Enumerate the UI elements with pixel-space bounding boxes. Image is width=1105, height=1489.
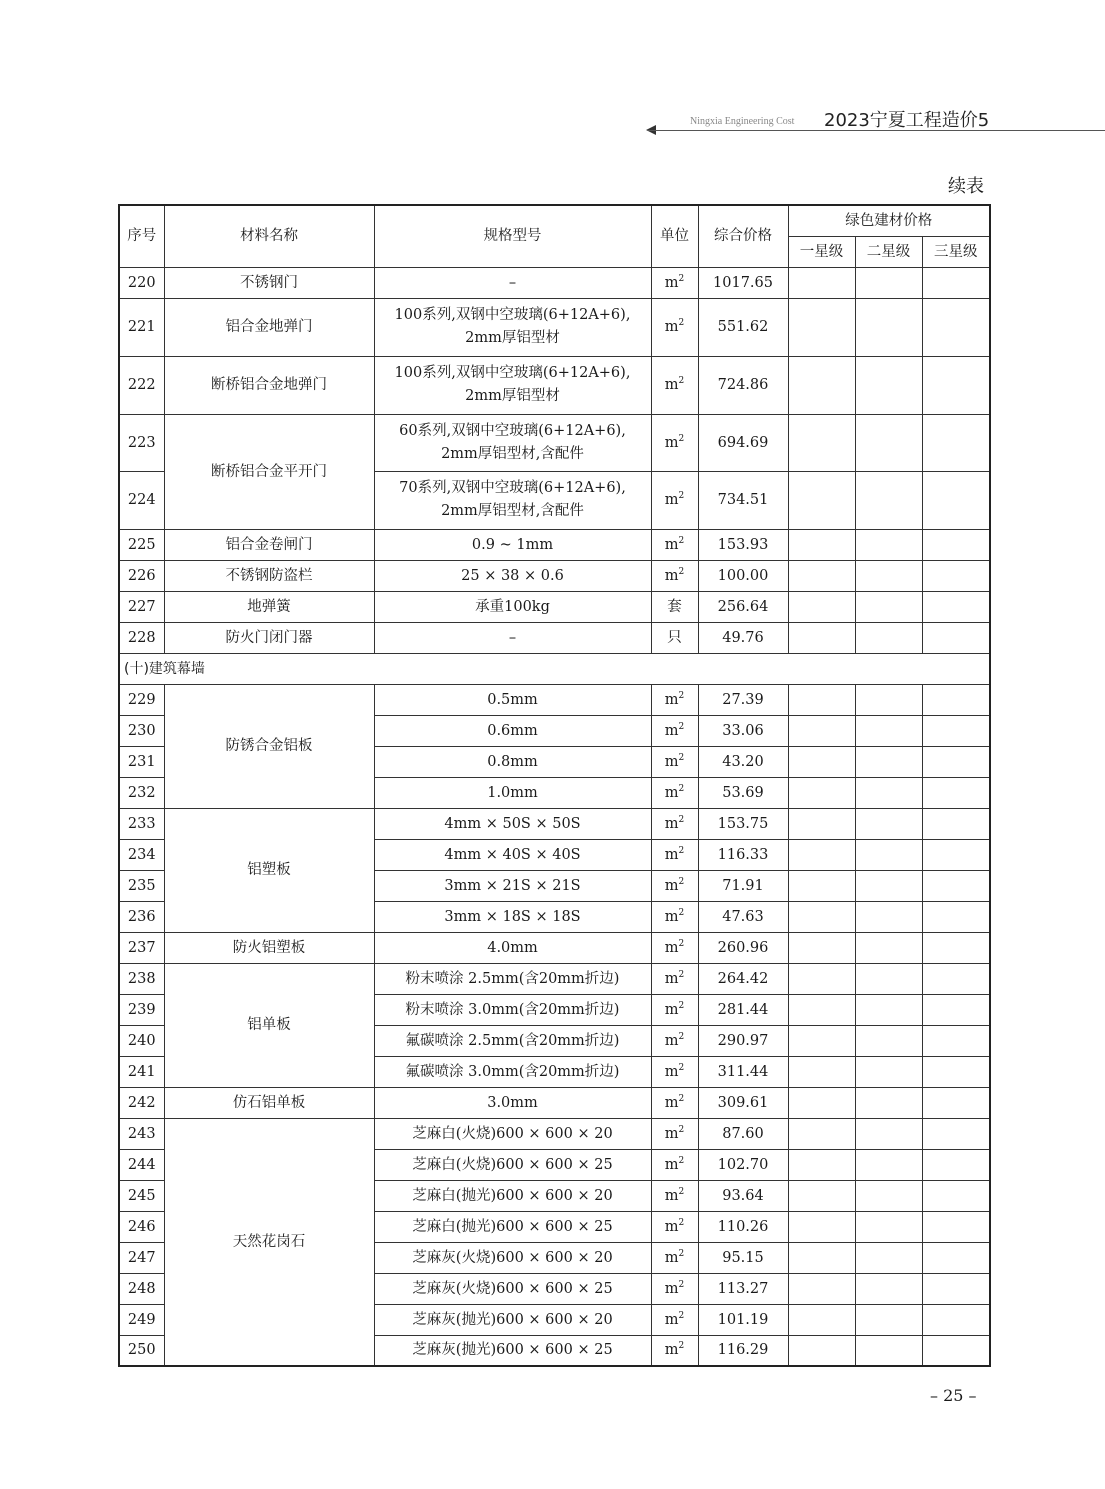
col-star3: 三星级	[922, 236, 990, 267]
cell-green	[855, 1242, 922, 1273]
cell-seq: 239	[119, 994, 164, 1025]
cell-spec: 25 × 38 × 0.6	[374, 560, 651, 591]
cell-green	[855, 1149, 922, 1180]
cell-name: 铝合金地弹门	[164, 298, 374, 356]
running-header	[640, 104, 1105, 136]
cell-green	[788, 963, 855, 994]
cell-unit: $m^2$	[651, 1149, 698, 1180]
continue-label: 续表	[948, 176, 984, 197]
cell-green	[855, 1335, 922, 1366]
header-chinese: 2023宁夏工程造价5	[824, 110, 990, 131]
cell-green	[788, 1304, 855, 1335]
cell-green	[788, 870, 855, 901]
cell-price: 53.69	[698, 777, 788, 808]
cell-price: 33.06	[698, 715, 788, 746]
cell-green	[855, 932, 922, 963]
cell-green	[922, 1087, 990, 1118]
cell-spec: 承重100kg	[374, 591, 651, 622]
cell-green	[788, 1118, 855, 1149]
cell-green	[788, 1025, 855, 1056]
cell-unit: $m^2$	[651, 1087, 698, 1118]
cell-unit: $m^2$	[651, 1273, 698, 1304]
cell-price: 49.76	[698, 622, 788, 653]
cell-price: 100.00	[698, 560, 788, 591]
cell-unit: $m^2$	[651, 1335, 698, 1366]
cell-seq: 236	[119, 901, 164, 932]
cell-unit: $m^2$	[651, 901, 698, 932]
cell-seq: 238	[119, 963, 164, 994]
cell-green	[855, 684, 922, 715]
cell-green	[922, 1211, 990, 1242]
cell-seq: 224	[119, 471, 164, 529]
cell-seq: 229	[119, 684, 164, 715]
cell-seq: 250	[119, 1335, 164, 1366]
cell-seq: 240	[119, 1025, 164, 1056]
cell-seq: 241	[119, 1056, 164, 1087]
cell-seq: 223	[119, 414, 164, 471]
cell-price: 281.44	[698, 994, 788, 1025]
cell-price: 309.61	[698, 1087, 788, 1118]
cell-name: 铝单板	[164, 963, 374, 1087]
cell-price: 27.39	[698, 684, 788, 715]
cell-unit: $m^2$	[651, 356, 698, 414]
cell-unit: $m^2$	[651, 1056, 698, 1087]
cell-price: 260.96	[698, 932, 788, 963]
cell-green	[788, 1087, 855, 1118]
cell-unit: $m^2$	[651, 1304, 698, 1335]
table-row	[119, 560, 990, 591]
cell-price: 694.69	[698, 414, 788, 471]
cell-green	[788, 746, 855, 777]
cell-unit: $m^2$	[651, 414, 698, 471]
table-row	[119, 684, 990, 715]
col-green: 绿色建材价格	[788, 205, 990, 236]
cell-green	[922, 715, 990, 746]
cell-green	[922, 1335, 990, 1366]
cell-unit: $m^2$	[651, 746, 698, 777]
cell-unit: $m^2$	[651, 684, 698, 715]
table-row	[119, 1087, 990, 1118]
col-seq: 序号	[119, 205, 164, 267]
cell-unit: $m^2$	[651, 298, 698, 356]
cell-unit: $m^2$	[651, 994, 698, 1025]
cell-price: 1017.65	[698, 267, 788, 298]
cell-price: 71.91	[698, 870, 788, 901]
col-unit: 单位	[651, 205, 698, 267]
cell-green	[855, 839, 922, 870]
cell-green	[922, 1056, 990, 1087]
cell-spec: 芝麻白(抛光)600 × 600 × 25	[374, 1211, 651, 1242]
cell-seq: 243	[119, 1118, 164, 1149]
cell-seq: 232	[119, 777, 164, 808]
cell-price: 110.26	[698, 1211, 788, 1242]
cell-green	[855, 1087, 922, 1118]
section-label: (十)建筑幕墙	[119, 653, 990, 684]
table-row	[119, 356, 990, 414]
cell-green	[855, 1180, 922, 1211]
cell-green	[922, 808, 990, 839]
cell-name: 仿石铝单板	[164, 1087, 374, 1118]
cell-green	[922, 1118, 990, 1149]
cell-spec: 芝麻白(火烧)600 × 600 × 20	[374, 1118, 651, 1149]
cell-green	[855, 1211, 922, 1242]
cell-spec: 0.9 ~ 1mm	[374, 529, 651, 560]
cell-green	[855, 901, 922, 932]
cell-green	[788, 1211, 855, 1242]
cell-seq: 242	[119, 1087, 164, 1118]
cell-green	[788, 715, 855, 746]
cell-price: 102.70	[698, 1149, 788, 1180]
cell-unit: $m^2$	[651, 715, 698, 746]
cell-name: 断桥铝合金地弹门	[164, 356, 374, 414]
cell-spec: 芝麻灰(火烧)600 × 600 × 25	[374, 1273, 651, 1304]
cell-unit: $m^2$	[651, 777, 698, 808]
cell-name: 防锈合金铝板	[164, 684, 374, 808]
cell-green	[855, 1118, 922, 1149]
cell-unit: $m^2$	[651, 560, 698, 591]
cell-spec: 氟碳喷涂 2.5mm(含20mm折边)	[374, 1025, 651, 1056]
cell-price: 116.29	[698, 1335, 788, 1366]
cell-unit: $m^2$	[651, 1118, 698, 1149]
cell-unit: $m^2$	[651, 471, 698, 529]
cell-spec: 4.0mm	[374, 932, 651, 963]
cell-unit: $m^2$	[651, 870, 698, 901]
cell-price: 153.75	[698, 808, 788, 839]
page-number: – 25 –	[930, 1386, 977, 1405]
cell-spec: –	[374, 267, 651, 298]
cell-unit: $m^2$	[651, 1180, 698, 1211]
cell-seq: 237	[119, 932, 164, 963]
cell-name: 铝塑板	[164, 808, 374, 932]
cell-price: 551.62	[698, 298, 788, 356]
cell-spec: 粉末喷涂 3.0mm(含20mm折边)	[374, 994, 651, 1025]
cell-green	[922, 1242, 990, 1273]
cell-name: 断桥铝合金平开门	[164, 414, 374, 529]
table-row	[119, 591, 990, 622]
cell-green	[855, 963, 922, 994]
cell-unit: $m^2$	[651, 529, 698, 560]
cell-green	[788, 777, 855, 808]
cell-seq: 244	[119, 1149, 164, 1180]
cell-spec: 0.6mm	[374, 715, 651, 746]
cell-unit: $m^2$	[651, 1211, 698, 1242]
cell-unit: $m^2$	[651, 963, 698, 994]
cell-green	[855, 994, 922, 1025]
cell-seq: 228	[119, 622, 164, 653]
cell-green	[788, 1242, 855, 1273]
cell-green	[855, 870, 922, 901]
cell-spec: 100系列,双钢中空玻璃(6+12A+6), 2mm厚铝型材	[374, 356, 651, 414]
cell-price: 93.64	[698, 1180, 788, 1211]
cell-spec: 70系列,双钢中空玻璃(6+12A+6), 2mm厚铝型材,含配件	[374, 471, 651, 529]
cell-seq: 225	[119, 529, 164, 560]
cell-seq: 248	[119, 1273, 164, 1304]
cell-seq: 249	[119, 1304, 164, 1335]
table-row	[119, 963, 990, 994]
cell-price: 47.63	[698, 901, 788, 932]
cell-green	[922, 1273, 990, 1304]
cell-price: 153.93	[698, 529, 788, 560]
cell-green	[922, 746, 990, 777]
cell-spec: 3.0mm	[374, 1087, 651, 1118]
cell-name: 地弹簧	[164, 591, 374, 622]
cell-unit: $m^2$	[651, 932, 698, 963]
cell-spec: 4mm × 40S × 40S	[374, 839, 651, 870]
cell-price: 43.20	[698, 746, 788, 777]
cell-seq: 247	[119, 1242, 164, 1273]
table-row	[119, 808, 990, 839]
cell-seq: 234	[119, 839, 164, 870]
table-row	[119, 622, 990, 653]
cell-name: 天然花岗石	[164, 1118, 374, 1366]
cell-green	[788, 1273, 855, 1304]
cell-green	[788, 1180, 855, 1211]
cell-seq: 245	[119, 1180, 164, 1211]
cell-spec: 芝麻白(火烧)600 × 600 × 25	[374, 1149, 651, 1180]
cell-seq: 221	[119, 298, 164, 356]
col-star1: 一星级	[788, 236, 855, 267]
cell-green	[855, 1025, 922, 1056]
table-row	[119, 932, 990, 963]
cell-green	[922, 1149, 990, 1180]
cell-price: 87.60	[698, 1118, 788, 1149]
cell-price: 256.64	[698, 591, 788, 622]
cell-spec: 芝麻白(抛光)600 × 600 × 20	[374, 1180, 651, 1211]
table-row	[119, 414, 990, 471]
cell-spec: 4mm × 50S × 50S	[374, 808, 651, 839]
cell-unit: $m^2$	[651, 808, 698, 839]
cell-price: 734.51	[698, 471, 788, 529]
cell-name: 不锈钢防盗栏	[164, 560, 374, 591]
cell-seq: 230	[119, 715, 164, 746]
cell-green	[788, 1335, 855, 1366]
col-spec: 规格型号	[374, 205, 651, 267]
cell-name: 铝合金卷闸门	[164, 529, 374, 560]
cell-green	[855, 746, 922, 777]
cell-seq: 226	[119, 560, 164, 591]
cell-name: 防火铝塑板	[164, 932, 374, 963]
table-row	[119, 267, 990, 298]
section-row	[119, 653, 990, 684]
cell-green	[922, 839, 990, 870]
cell-unit: $m^2$	[651, 267, 698, 298]
cell-green	[922, 901, 990, 932]
cell-unit: $m^2$	[651, 1242, 698, 1273]
table-row	[119, 529, 990, 560]
cell-green	[855, 1273, 922, 1304]
cell-price: 95.15	[698, 1242, 788, 1273]
cell-spec: –	[374, 622, 651, 653]
cell-green	[922, 1304, 990, 1335]
cell-unit: 套	[651, 591, 698, 622]
cell-spec: 1.0mm	[374, 777, 651, 808]
cell-green	[855, 715, 922, 746]
cell-price: 101.19	[698, 1304, 788, 1335]
cell-spec: 0.5mm	[374, 684, 651, 715]
cell-price: 264.42	[698, 963, 788, 994]
col-star2: 二星级	[855, 236, 922, 267]
cell-spec: 100系列,双钢中空玻璃(6+12A+6), 2mm厚铝型材	[374, 298, 651, 356]
header-english: Ningxia Engineering Cost	[690, 116, 795, 127]
cell-green	[788, 994, 855, 1025]
price-table	[118, 204, 991, 1367]
cell-spec: 3mm × 18S × 18S	[374, 901, 651, 932]
cell-green	[922, 1180, 990, 1211]
cell-spec: 3mm × 21S × 21S	[374, 870, 651, 901]
cell-green	[922, 1025, 990, 1056]
cell-spec: 粉末喷涂 2.5mm(含20mm折边)	[374, 963, 651, 994]
cell-unit: $m^2$	[651, 839, 698, 870]
cell-green	[788, 1149, 855, 1180]
cell-green	[922, 777, 990, 808]
cell-seq: 246	[119, 1211, 164, 1242]
col-price: 综合价格	[698, 205, 788, 267]
cell-green	[788, 901, 855, 932]
cell-price: 290.97	[698, 1025, 788, 1056]
cell-seq: 231	[119, 746, 164, 777]
cell-green	[922, 684, 990, 715]
cell-price: 116.33	[698, 839, 788, 870]
cell-name: 防火门闭门器	[164, 622, 374, 653]
cell-seq: 222	[119, 356, 164, 414]
cell-green	[855, 777, 922, 808]
cell-price: 311.44	[698, 1056, 788, 1087]
cell-spec: 芝麻灰(火烧)600 × 600 × 20	[374, 1242, 651, 1273]
table-row	[119, 298, 990, 356]
cell-spec: 芝麻灰(抛光)600 × 600 × 25	[374, 1335, 651, 1366]
cell-spec: 氟碳喷涂 3.0mm(含20mm折边)	[374, 1056, 651, 1087]
cell-green	[922, 932, 990, 963]
cell-seq: 235	[119, 870, 164, 901]
cell-seq: 227	[119, 591, 164, 622]
cell-price: 113.27	[698, 1273, 788, 1304]
cell-name: 不锈钢门	[164, 267, 374, 298]
cell-green	[855, 1304, 922, 1335]
cell-unit: 只	[651, 622, 698, 653]
cell-price: 724.86	[698, 356, 788, 414]
table-row	[119, 1118, 990, 1149]
cell-seq: 233	[119, 808, 164, 839]
cell-green	[922, 963, 990, 994]
cell-green	[788, 1056, 855, 1087]
cell-green	[922, 994, 990, 1025]
cell-green	[788, 932, 855, 963]
cell-seq: 220	[119, 267, 164, 298]
cell-green	[855, 808, 922, 839]
col-name: 材料名称	[164, 205, 374, 267]
cell-green	[922, 870, 990, 901]
cell-green	[788, 684, 855, 715]
cell-spec: 60系列,双钢中空玻璃(6+12A+6), 2mm厚铝型材,含配件	[374, 414, 651, 471]
cell-green	[788, 839, 855, 870]
cell-spec: 芝麻灰(抛光)600 × 600 × 20	[374, 1304, 651, 1335]
cell-unit: $m^2$	[651, 1025, 698, 1056]
cell-spec: 0.8mm	[374, 746, 651, 777]
cell-green	[788, 808, 855, 839]
cell-green	[855, 1056, 922, 1087]
